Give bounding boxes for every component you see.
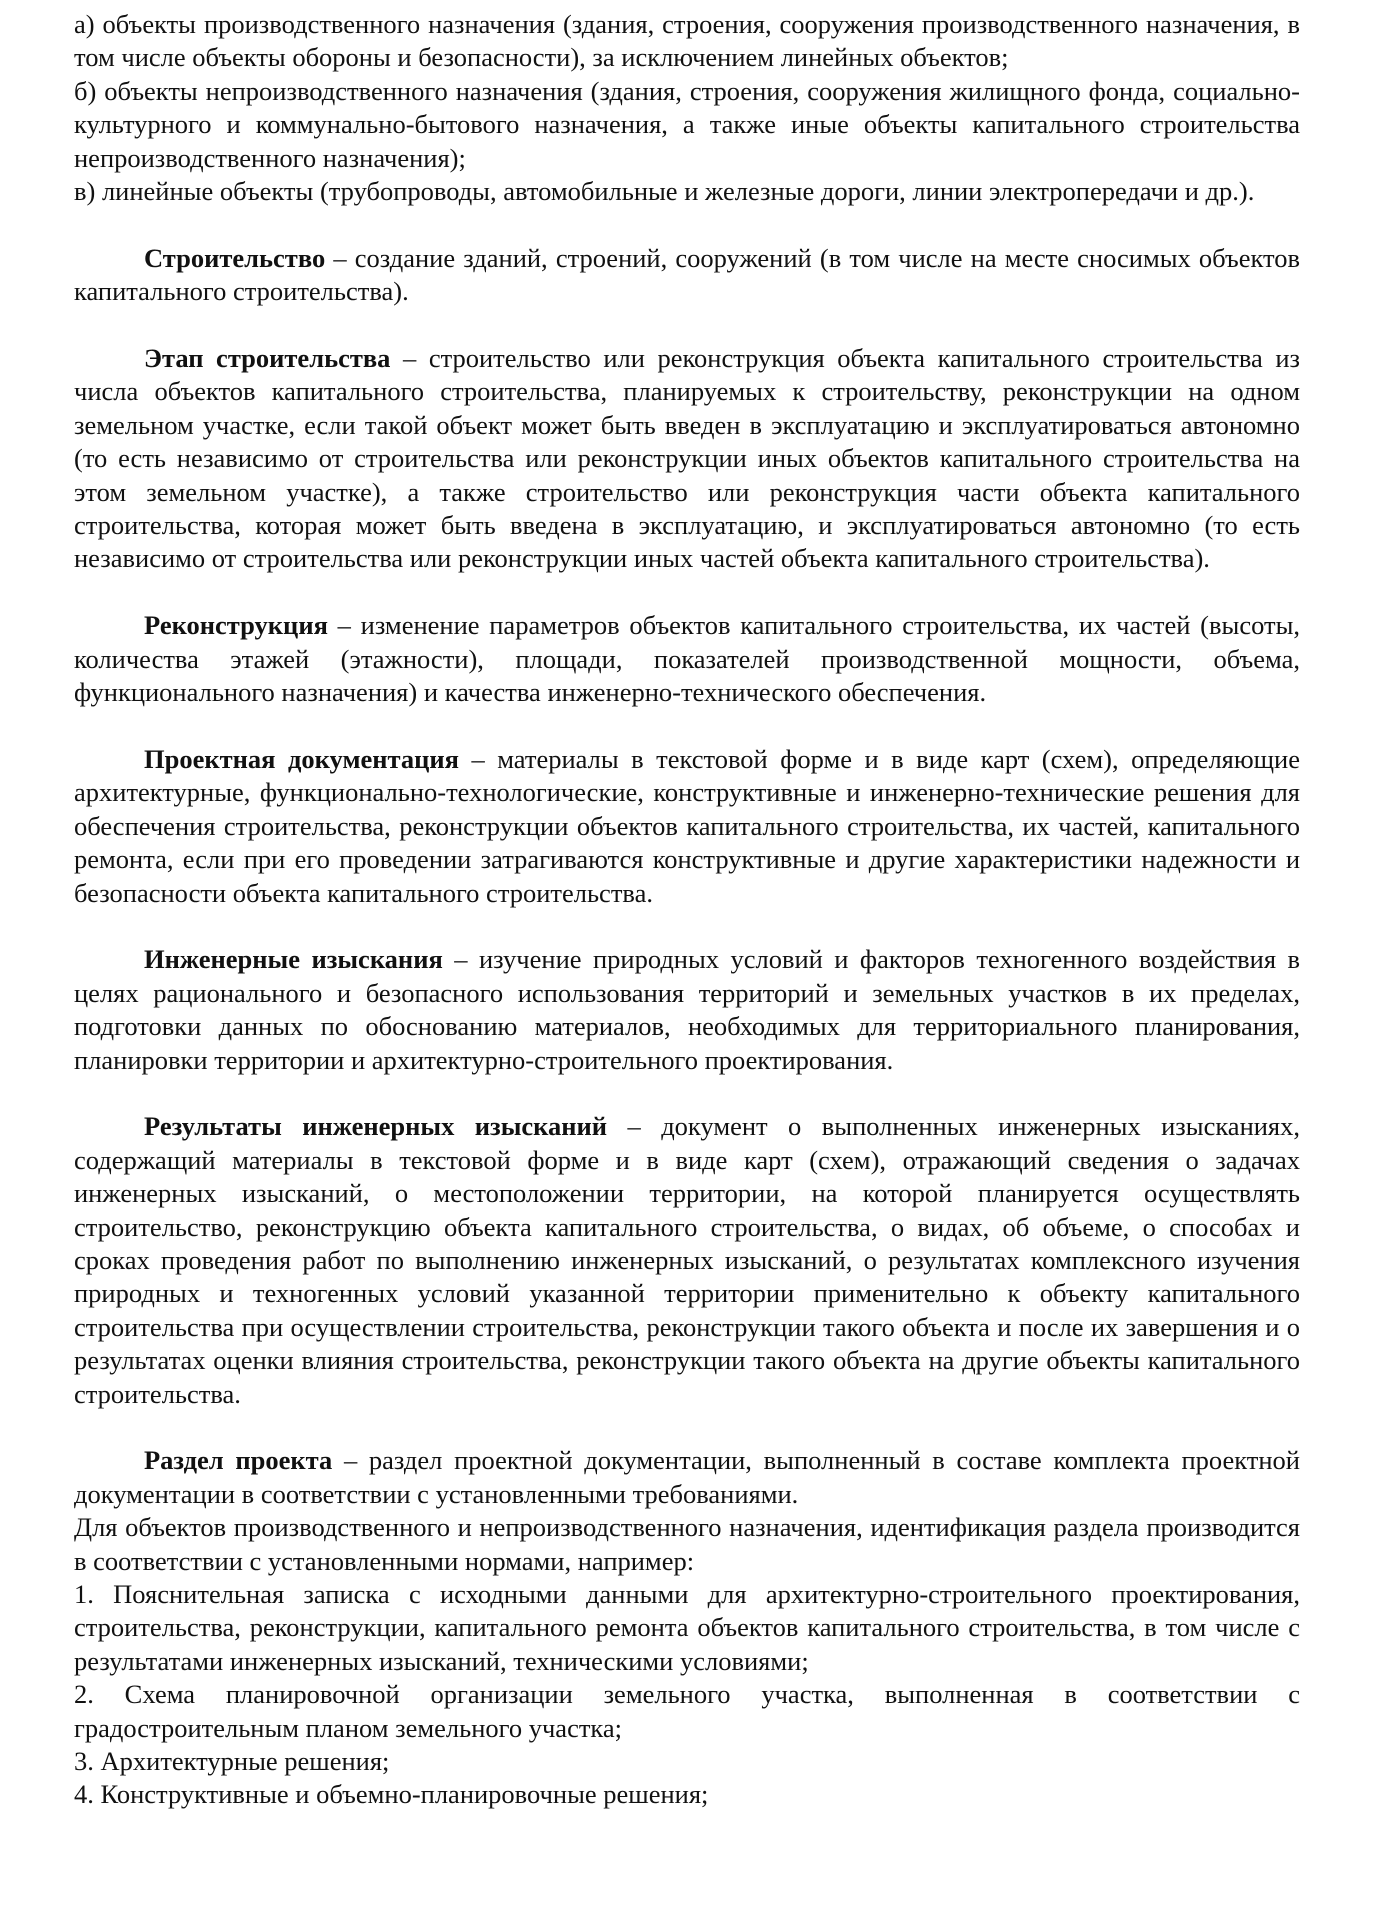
definition-text: – создание зданий, строений, сооружений (в том числе на месте сносимых объектов капитального строительства). — [74, 242, 1300, 307]
paragraph-gap — [74, 910, 1300, 943]
definition-term: Строительство — [144, 242, 326, 273]
list-item: 2. Схема планировочной организации земельного участка, выполненная в соответствии с градостроительным планом земельного участка; — [74, 1679, 1300, 1743]
definition-construction — [74, 242, 1300, 309]
paragraph-gap — [74, 576, 1300, 609]
paragraph-gap — [74, 1411, 1300, 1444]
list-item: 3. Архитектурные решения; — [74, 1746, 390, 1777]
section-note: Для объектов производственного и непроизводственного назначения, идентификация раздела производится в соответствии с установленными нормами, например: — [74, 1512, 1300, 1576]
definition-text: – изучение природных условий и факторов техногенного воздействия в целях рационального и безопасного использования территорий и земельных участков в их пределах, подготовки данных по обоснованию материалов, необходимых для территориального планирования, планировки территории и архитектурно-строительного проектирования. — [74, 944, 1300, 1075]
document-page — [74, 8, 1300, 1812]
paragraph-gap — [74, 208, 1300, 241]
definition-term: Результаты инженерных изысканий — [144, 1111, 608, 1142]
definition-project-section — [74, 1444, 1300, 1511]
intro-item-b: б) объекты непроизводственного назначения (здания, строения, сооружения жилищного фонда, социально-культурного и коммунально-бытового назначения, а также иные объекты капитального строительства непроизводственного назначения); — [74, 75, 1300, 173]
definition-text: – строительство или реконструкция объекта капитального строительства из числа объектов капитального строительства, планируемых к строительству, реконструкции на одном земельном участке, если такой объект может быть введен в эксплуатацию и эксплуатироваться автономно (то есть независимо от строительства или реконструкции иных объектов капитального строительства на этом земельном участке), а также строительство или реконструкция части объекта капитального строительства, которая может быть введена в эксплуатацию, и эксплуатироваться автономно (то есть независимо от строительства или реконструкции иных частей объекта капитального строительства). — [74, 343, 1300, 574]
definition-term: Инженерные изыскания — [144, 944, 443, 975]
definition-text: – материалы в текстовой форме и в виде карт (схем), определяющие архитектурные, функционально-технологические, конструктивные и инженерно-технические решения для обеспечения строительства, реконструкции объектов капитального строительства, их частей, капитального ремонта, если при его проведении затрагиваются конструктивные и другие характеристики надежности и безопасности объекта капитального строительства. — [74, 743, 1301, 908]
definition-text: – изменение параметров объектов капитального строительства, их частей (высоты, количества этажей (этажности), площади, показателей производственной мощности, объема, функционального назначения) и качества инженерно-технического обеспечения. — [74, 610, 1300, 708]
definition-project-documentation — [74, 743, 1300, 910]
definition-text: – документ о выполненных инженерных изысканиях, содержащий материалы в текстовой форме и в виде карт (схем), отражающий сведения о задачах инженерных изысканий, о местоположении территории, на которой планируется осуществлять строительство, реконструкцию объекта капитального строительства, о видах, об объеме, о способах и сроках проведения работ по выполнению инженерных изысканий, о результатах комплексного изучения природных и техногенных условий указанной территории применительно к объекту капитального строительства при осуществлении строительства, реконструкции такого объекта и после их завершения и о результатах оценки влияния строительства, реконструкции такого объекта на другие объекты капитального строительства. — [74, 1111, 1300, 1409]
definition-term: Этап строительства — [144, 343, 391, 374]
definition-reconstruction — [74, 609, 1300, 709]
list-item: 1. Пояснительная записка с исходными данными для архитектурно-строительного проектирования, строительства, реконструкции, капитального ремонта объектов капитального строительства, в том числе с результатами инженерных изысканий, техническими условиями; — [74, 1578, 1300, 1676]
definition-construction-stage — [74, 342, 1300, 576]
definition-term: Реконструкция — [144, 610, 328, 641]
definition-term: Проектная документация — [144, 743, 459, 774]
definition-survey-results — [74, 1110, 1300, 1411]
intro-item-a: а) объекты производственного назначения (здания, строения, сооружения производственного назначения, в том числе объекты обороны и безопасности), за исключением линейных объектов; — [74, 9, 1300, 73]
definition-term: Раздел проекта — [144, 1445, 333, 1476]
definition-text: – раздел проектной документации, выполненный в составе комплекта проектной документации в соответствии с установленными требованиями. — [74, 1445, 1300, 1509]
paragraph-gap — [74, 1077, 1300, 1110]
list-item: 4. Конструктивные и объемно-планировочные решения; — [74, 1779, 709, 1810]
intro-item-c: в) линейные объекты (трубопроводы, автомобильные и железные дороги, линии электропередачи и др.). — [74, 176, 1255, 207]
definition-engineering-surveys — [74, 943, 1300, 1077]
paragraph-gap — [74, 309, 1300, 342]
paragraph-gap — [74, 709, 1300, 742]
